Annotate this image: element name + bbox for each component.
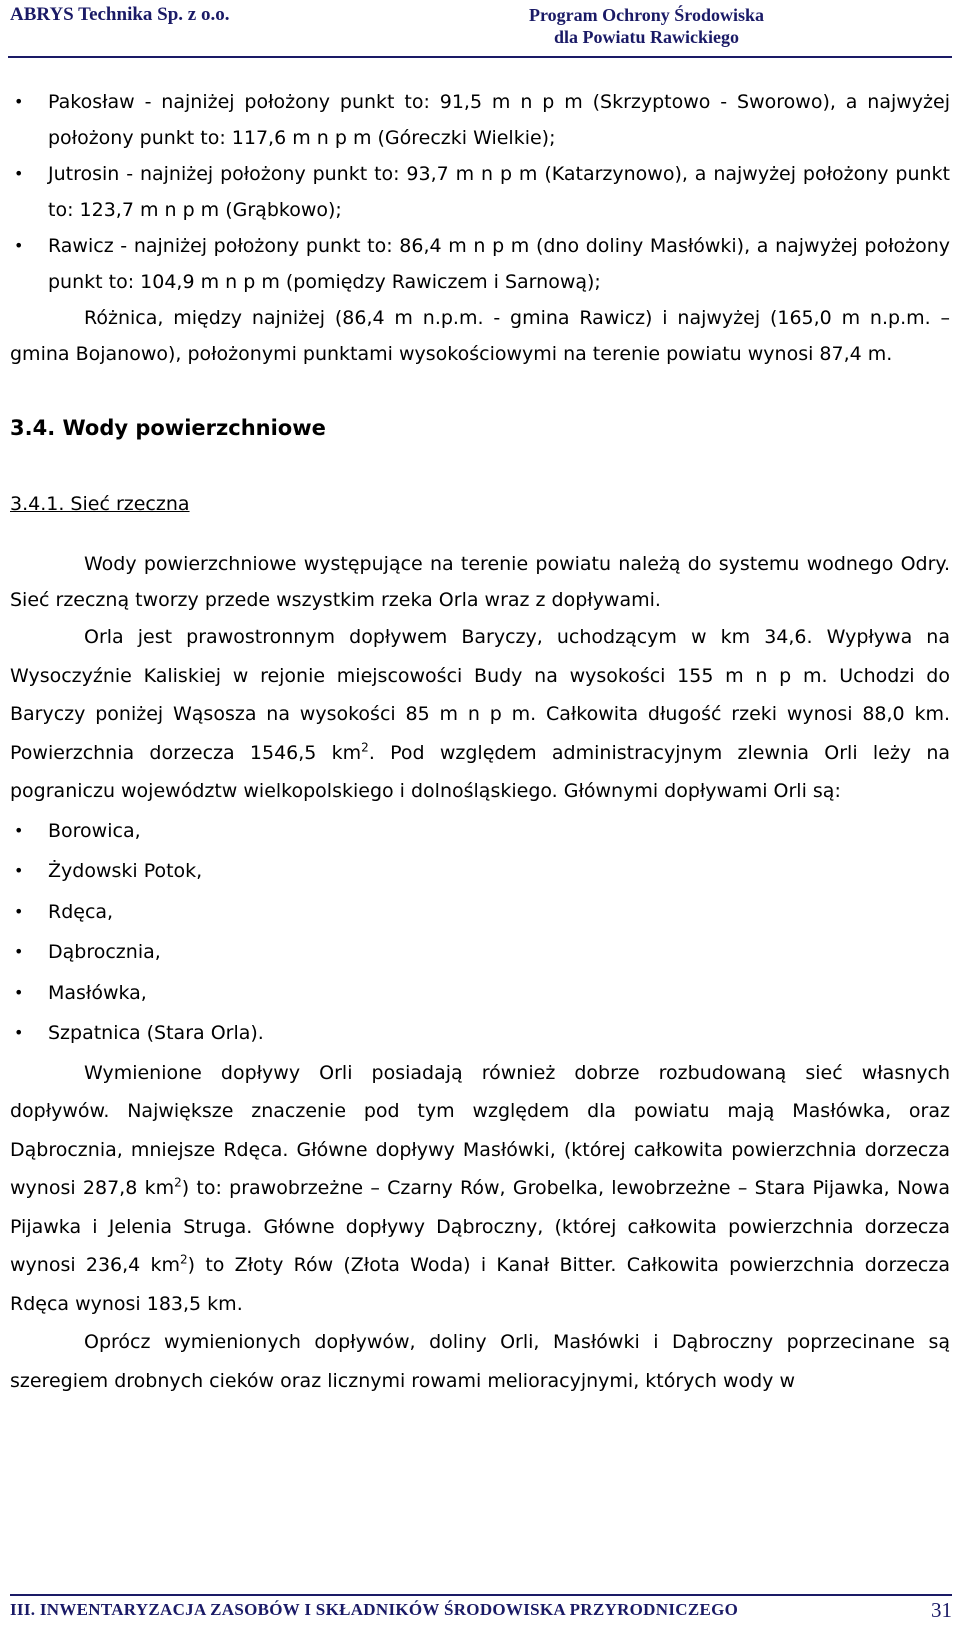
bullet-icon: •: [14, 942, 24, 961]
page-header: [0, 0, 960, 56]
list-item: • Jutrosin - najniżej położony punkt to: 93,7 m n p m (Katarzynowo), a najwyżej położony punkt to: 123,7 m n p m (Grąbkowo);: [10, 156, 950, 228]
bullet-icon: •: [14, 901, 24, 921]
list-item: • Rawicz - najniżej położony punkt to: 86,4 m n p m (dno doliny Masłówki), a najwyżej położony punkt to: 104,9 m n p m (pomiędzy Rawiczem i Sarnową);: [10, 228, 950, 300]
list-item: • Rdęca,: [10, 892, 950, 933]
document-body: [10, 84, 950, 1400]
paragraph-orla: Orla jest prawostronnym dopływem Baryczy, uchodzącym w km 34,6. Wypływa na Wysoczyźnie Kaliskiej w rejonie miejscowości Budy na wysokości 155 m n p m. Uchodzi do Baryczy poniżej Wąsosza na wysokości 85 m n p m. Całkowita długość rzeki wynosi 88,0 km. Powierzchnia dorzecza 1546,5 $km^2$. Pod względem administracyjnym zlewnia Orli leży na pograniczu województw wielkopolskiego i dolnośląskiego. Głównymi dopływami Orli są:: [10, 626, 950, 802]
list-item: • Pakosław - najniżej położony punkt to: 91,5 m n p m (Skrzyptowo - Sworowo), a najwyżej położony punkt to: 117,6 m n p m (Góreczki Wielkie);: [10, 84, 950, 156]
bullet-icon: •: [14, 236, 24, 255]
list-item: • Masłówka,: [10, 973, 950, 1014]
header-program: [529, 4, 764, 48]
header-program-line1: Program Ochrony Środowiska: [528, 5, 764, 25]
bullet-icon: •: [14, 92, 24, 111]
bullet-icon: •: [14, 820, 24, 840]
section-heading: 3.4. Wody powierzchniowe: [10, 416, 326, 440]
paragraph-odra: Wody powierzchniowe występujące na terenie powiatu należą do systemu wodnego Odry. Sieć rzeczną tworzy przede wszystkim rzeka Orla wraz z dopływami.: [10, 553, 950, 611]
header-company: ABRYS Technika Sp. z o.o.: [10, 4, 230, 25]
footer-chapter-title: III. INWENTARYZACJA ZASOBÓW I SKŁADNIKÓW ŚRODOWISKA PRZYRODNICZEGO: [10, 1600, 739, 1619]
list-item: • Żydowski Potok,: [10, 851, 950, 892]
bullet-icon: •: [14, 1023, 24, 1042]
tributary-list: [10, 811, 950, 1054]
page-number: 31: [931, 1598, 952, 1622]
paragraph-doplywy: Wymienione dopływy Orli posiadają również dobrze rozbudowaną sieć własnych dopływów. Największe znaczenie pod tym względem dla powiatu mają Masłówka, oraz Dąbrocznia, mniejsze Rdęca. Główne dopływy Masłówki, (której całkowita powierzchnia dorzecza wynosi 287,8 $km^2$) to: prawobrzeżne – Czarny Rów, Grobelka, lewobrzeżne – Stara Pijawka, Nowa Pijawka i Jelenia Struga. Główne dopływy Dąbroczny, (której całkowita powierzchnia dorzecza wynosi 236,4 $km^2$) to Złoty Rów (Złota Woda) i Kanał Bitter. Całkowita powierzchnia dorzecza Rdęca wynosi 183,5 km.: [10, 1061, 950, 1315]
list-item: • Dąbrocznia,: [10, 932, 950, 973]
paragraph-roznica: Różnica, między najniżej (86,4 m n.p.m. - gmina Rawicz) i najwyżej (165,0 m n.p.m. – gmina Bojanowo), położonymi punktami wysokościowymi na terenie powiatu wynosi 87,4 m.: [10, 307, 950, 365]
bullet-icon: •: [14, 982, 24, 1002]
list-item: • Borowica,: [10, 811, 950, 852]
header-rule: [8, 56, 952, 58]
list-item: • Szpatnica (Stara Orla).: [10, 1013, 950, 1054]
bullet-icon: •: [14, 164, 24, 183]
elevation-list: [10, 84, 950, 300]
header-program-line2: dla Powiatu Rawickiego: [553, 27, 739, 47]
page-footer: [10, 1594, 952, 1626]
bullet-icon: •: [14, 861, 24, 880]
subsection-heading: 3.4.1. Sieć rzeczna: [10, 493, 190, 515]
paragraph-cieki: Oprócz wymienionych dopływów, doliny Orli, Masłówki i Dąbroczny poprzecinane są szeregiem drobnych cieków oraz licznymi rowami melioracyjnymi, których wody w: [10, 1331, 950, 1392]
